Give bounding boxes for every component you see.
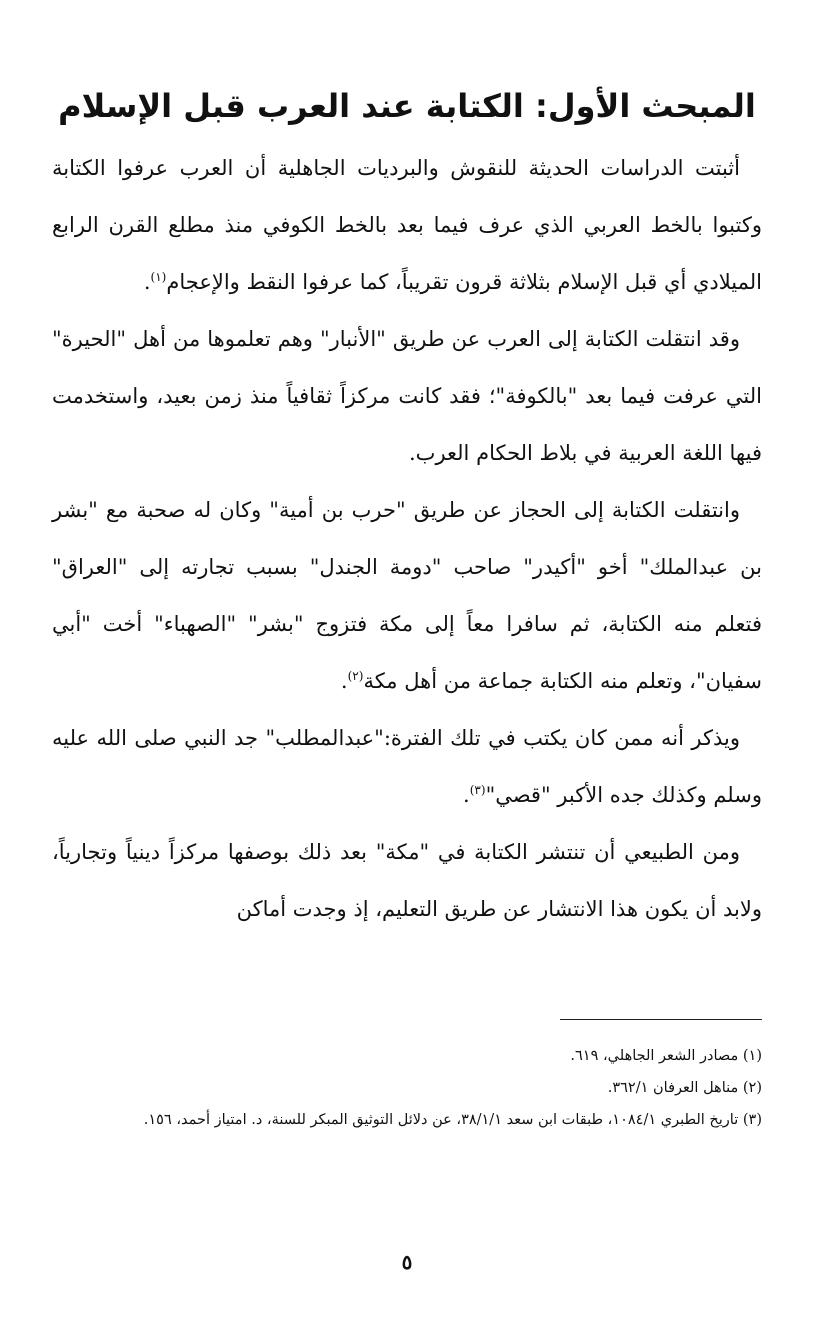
paragraph-5 xyxy=(52,824,762,938)
paragraph-1 xyxy=(52,140,762,311)
footnote-ref: (١) xyxy=(150,270,167,284)
footnotes xyxy=(52,1040,762,1136)
chapter-title: المبحث الأول: الكتابة عند العرب قبل الإسلام xyxy=(58,87,756,125)
footnote-ref: (٣) xyxy=(469,783,486,797)
page-number: ٥ xyxy=(401,1250,413,1274)
paragraph-3 xyxy=(52,482,762,710)
paragraph-text: وقد انتقلت الكتابة إلى العرب عن طريق "الأنبار" وهم تعلموها من أهل "الحيرة" التي عرفت فيما بعد "بالكوفة"؛ فقد كانت مركزاً ثقافياً منذ زمن بعيد، واستخدمت فيها اللغة العربية في بلاط الحكام العرب. xyxy=(52,327,762,465)
footnote-ref: (٢) xyxy=(347,669,364,683)
paragraph-2 xyxy=(52,311,762,482)
footnote-separator xyxy=(560,1019,762,1020)
paragraph-4 xyxy=(52,710,762,824)
paragraph-end: . xyxy=(463,783,470,807)
paragraph-text: ومن الطبيعي أن تنتشر الكتابة في "مكة" بعد ذلك بوصفها مركزاً دينياً وتجارياً، ولابد أن يكون هذا الانتشار عن طريق التعليم، إذ وجدت أماكن xyxy=(52,840,762,921)
book-page xyxy=(52,0,762,1328)
footnote-3: (٣) تاريخ الطبري ١٠٨٤/١، طبقات ابن سعد ٣٨/١/١، عن دلائل التوثيق المبكر للسنة، د. امتياز أحمد، ١٥٦. xyxy=(143,1112,762,1128)
footnote-2: (٢) مناهل العرفان ٣٦٢/١. xyxy=(607,1080,762,1096)
paragraph-text: وانتقلت الكتابة إلى الحجاز عن طريق "حرب بن أمية" وكان له صحبة مع "بشر بن عبدالملك" أخو "أكيدر" صاحب "دومة الجندل" بسبب تجارته إلى "العراق" فتعلم منه الكتابة، ثم سافرا معاً إلى مكة فتزوج "بشر" "الصهباء" أخت "أبي سفيان"، وتعلم منه الكتابة جماعة من أهل مكة xyxy=(52,498,762,693)
paragraph-text: أثبتت الدراسات الحديثة للنقوش والبرديات الجاهلية أن العرب عرفوا الكتابة وكتبوا بالخط العربي الذي عرف فيما بعد بالخط الكوفي منذ مطلع القرن الرابع الميلادي أي قبل الإسلام بثلاثة قرون تقريباً، كما عرفوا النقط والإعجام xyxy=(52,156,762,294)
paragraph-text: ويذكر أنه ممن كان يكتب في تلك الفترة:"عبدالمطلب" جد النبي صلى الله عليه وسلم وكذلك جده الأكبر "قصي" xyxy=(52,726,762,807)
footnote-1: (١) مصادر الشعر الجاهلي، ٦١٩. xyxy=(570,1048,762,1064)
paragraph-end: . xyxy=(143,270,151,294)
paragraph-end: . xyxy=(340,669,348,693)
body-text xyxy=(52,140,762,938)
